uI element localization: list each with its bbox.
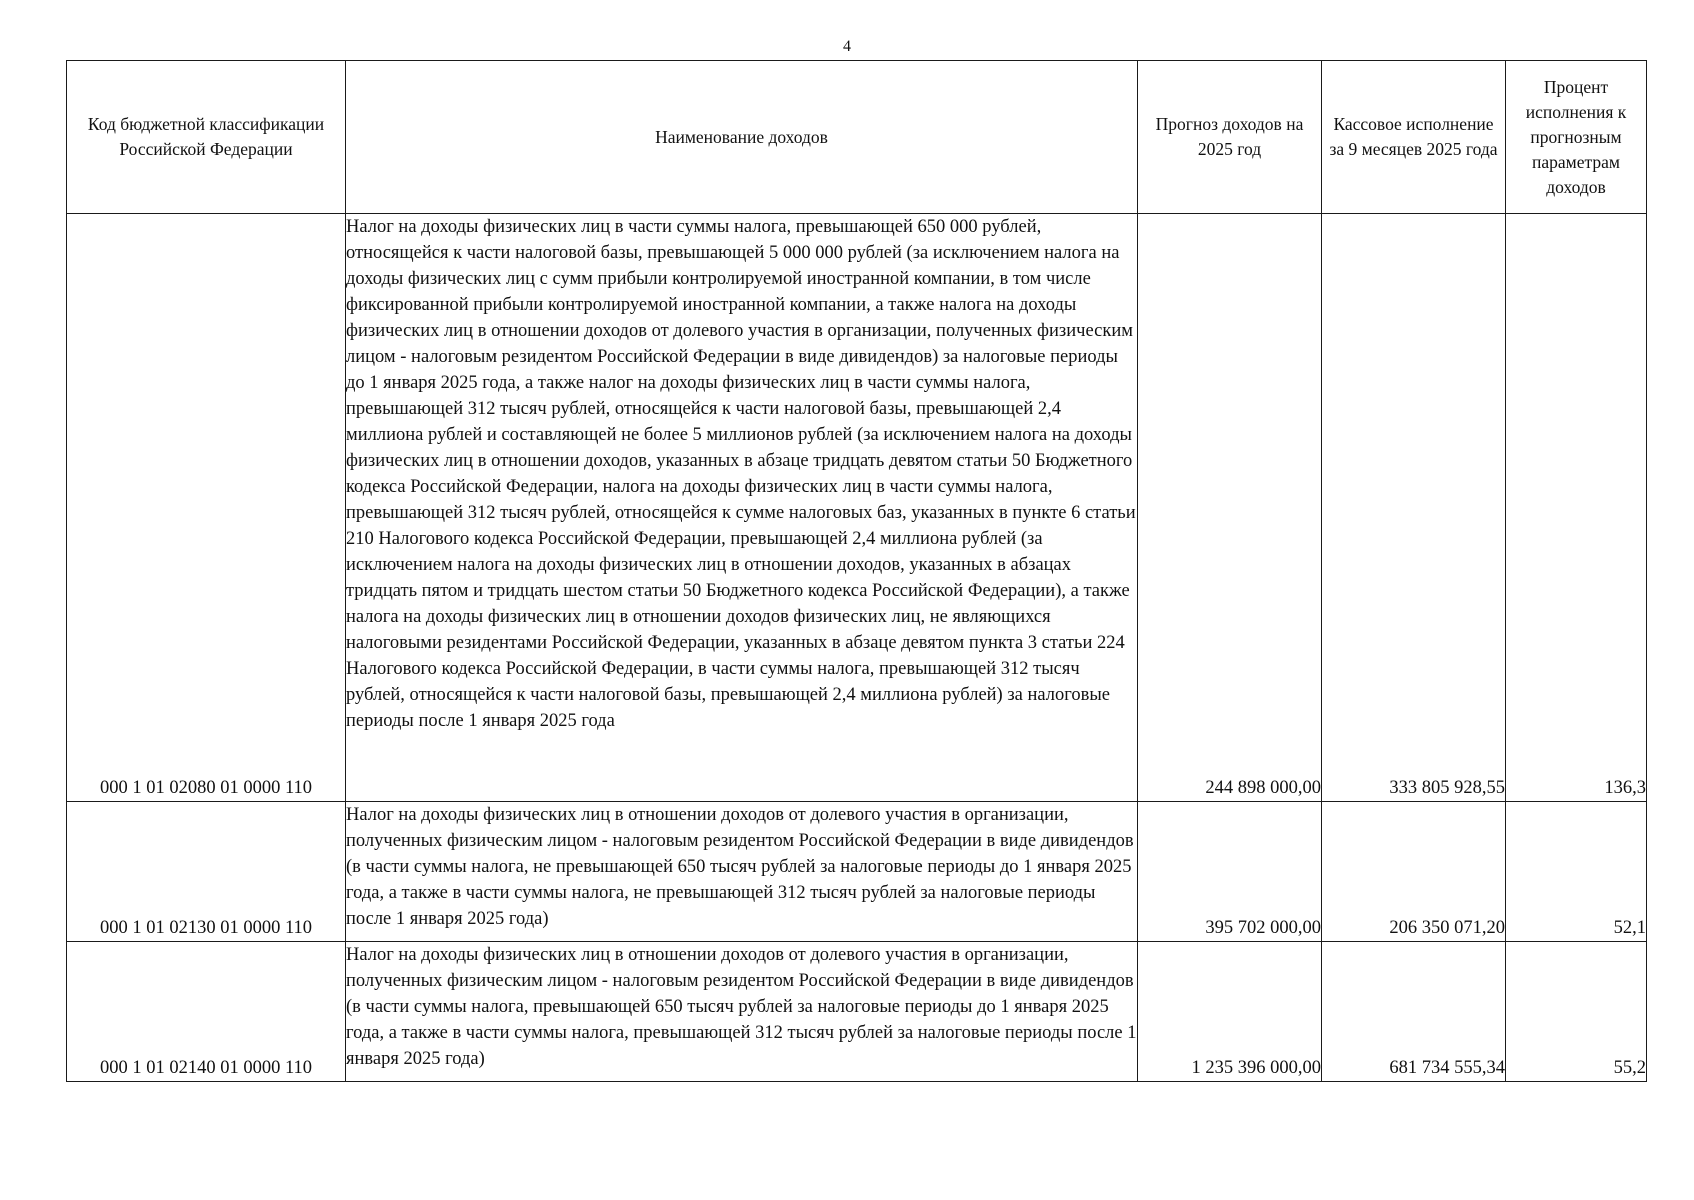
row-execution: 333 805 928,55 bbox=[1322, 214, 1506, 802]
header-name: Наименование доходов bbox=[346, 61, 1138, 214]
table-row bbox=[67, 942, 1647, 1082]
row-name: Налог на доходы физических лиц в отношении доходов от долевого участия в организации, полученных физическим лицом - налоговым резидентом Российской Федерации в виде дивидендов (в части суммы налога, не превышающей 650 тысяч рублей за налоговые периоды до 1 января 2025 года, а также в части суммы налога, не превышающей 312 тысяч рублей за налоговые периоды после 1 января 2025 года) bbox=[346, 802, 1138, 942]
row-percent: 55,2 bbox=[1506, 942, 1647, 1082]
row-forecast: 395 702 000,00 bbox=[1138, 802, 1322, 942]
table-row bbox=[67, 802, 1647, 942]
row-execution: 681 734 555,34 bbox=[1322, 942, 1506, 1082]
table-header-row bbox=[67, 61, 1647, 214]
header-percent: Процент исполнения к прогнозным параметрам доходов bbox=[1506, 61, 1647, 214]
row-code: 000 1 01 02140 01 0000 110 bbox=[67, 942, 346, 1082]
row-code: 000 1 01 02080 01 0000 110 bbox=[67, 214, 346, 802]
row-name: Налог на доходы физических лиц в части суммы налога, превышающей 650 000 рублей, относящейся к части налоговой базы, превышающей 5 000 000 рублей (за исключением налога на доходы физических лиц с сумм прибыли контролируемой иностранной компании, в том числе фиксированной прибыли контролируемой иностранной компании, а также налога на доходы физических лиц в отношении доходов от долевого участия в организации, полученных физическим лицом - налоговым резидентом Российской Федерации в виде дивидендов) за налоговые периоды до 1 января 2025 года, а также налог на доходы физических лиц в части суммы налога, превышающей 312 тысяч рублей, относящейся к части налоговой базы, превышающей 2,4 миллиона рублей и составляющей не более 5 миллионов рублей (за исключением налога на доходы физических лиц в отношении доходов, указанных в абзаце тридцать девятом статьи 50 Бюджетного кодекса Российской Федерации, налога на доходы физических лиц в части суммы налога, превышающей 312 тысяч рублей, относящейся к сумме налоговых баз, указанных в пункте 6 статьи 210 Налогового кодекса Российской Федерации, превышающей 2,4 миллиона рублей (за исключением налога на доходы физических лиц в отношении доходов, указанных в абзацах тридцать пятом и тридцать шестом статьи 50 Бюджетного кодекса Российской Федерации), а также налога на доходы физических лиц в отношении доходов физических лиц, не являющихся налоговыми резидентами Российской Федерации, указанных в абзаце девятом пункта 3 статьи 224 Налогового кодекса Российской Федерации, в части суммы налога, превышающей 312 тысяч рублей, относящейся к части налоговой базы, превышающей 2,4 миллиона рублей) за налоговые периоды после 1 января 2025 года bbox=[346, 214, 1138, 802]
row-percent: 52,1 bbox=[1506, 802, 1647, 942]
row-execution: 206 350 071,20 bbox=[1322, 802, 1506, 942]
row-code: 000 1 01 02130 01 0000 110 bbox=[67, 802, 346, 942]
page-number: 4 bbox=[843, 38, 851, 55]
row-forecast: 1 235 396 000,00 bbox=[1138, 942, 1322, 1082]
row-percent: 136,3 bbox=[1506, 214, 1647, 802]
table-row bbox=[67, 214, 1647, 802]
header-forecast: Прогноз доходов на 2025 год bbox=[1138, 61, 1322, 214]
header-execution: Кассовое исполнение за 9 месяцев 2025 года bbox=[1322, 61, 1506, 214]
revenue-table bbox=[66, 60, 1647, 1082]
row-name: Налог на доходы физических лиц в отношении доходов от долевого участия в организации, полученных физическим лицом - налоговым резидентом Российской Федерации в виде дивидендов (в части суммы налога, превышающей 650 тысяч рублей за налоговые периоды до 1 января 2025 года, а также в части суммы налога, превышающей 312 тысяч рублей за налоговые периоды после 1 января 2025 года) bbox=[346, 942, 1138, 1082]
header-code: Код бюджетной классификации Российской Федерации bbox=[67, 61, 346, 214]
row-forecast: 244 898 000,00 bbox=[1138, 214, 1322, 802]
